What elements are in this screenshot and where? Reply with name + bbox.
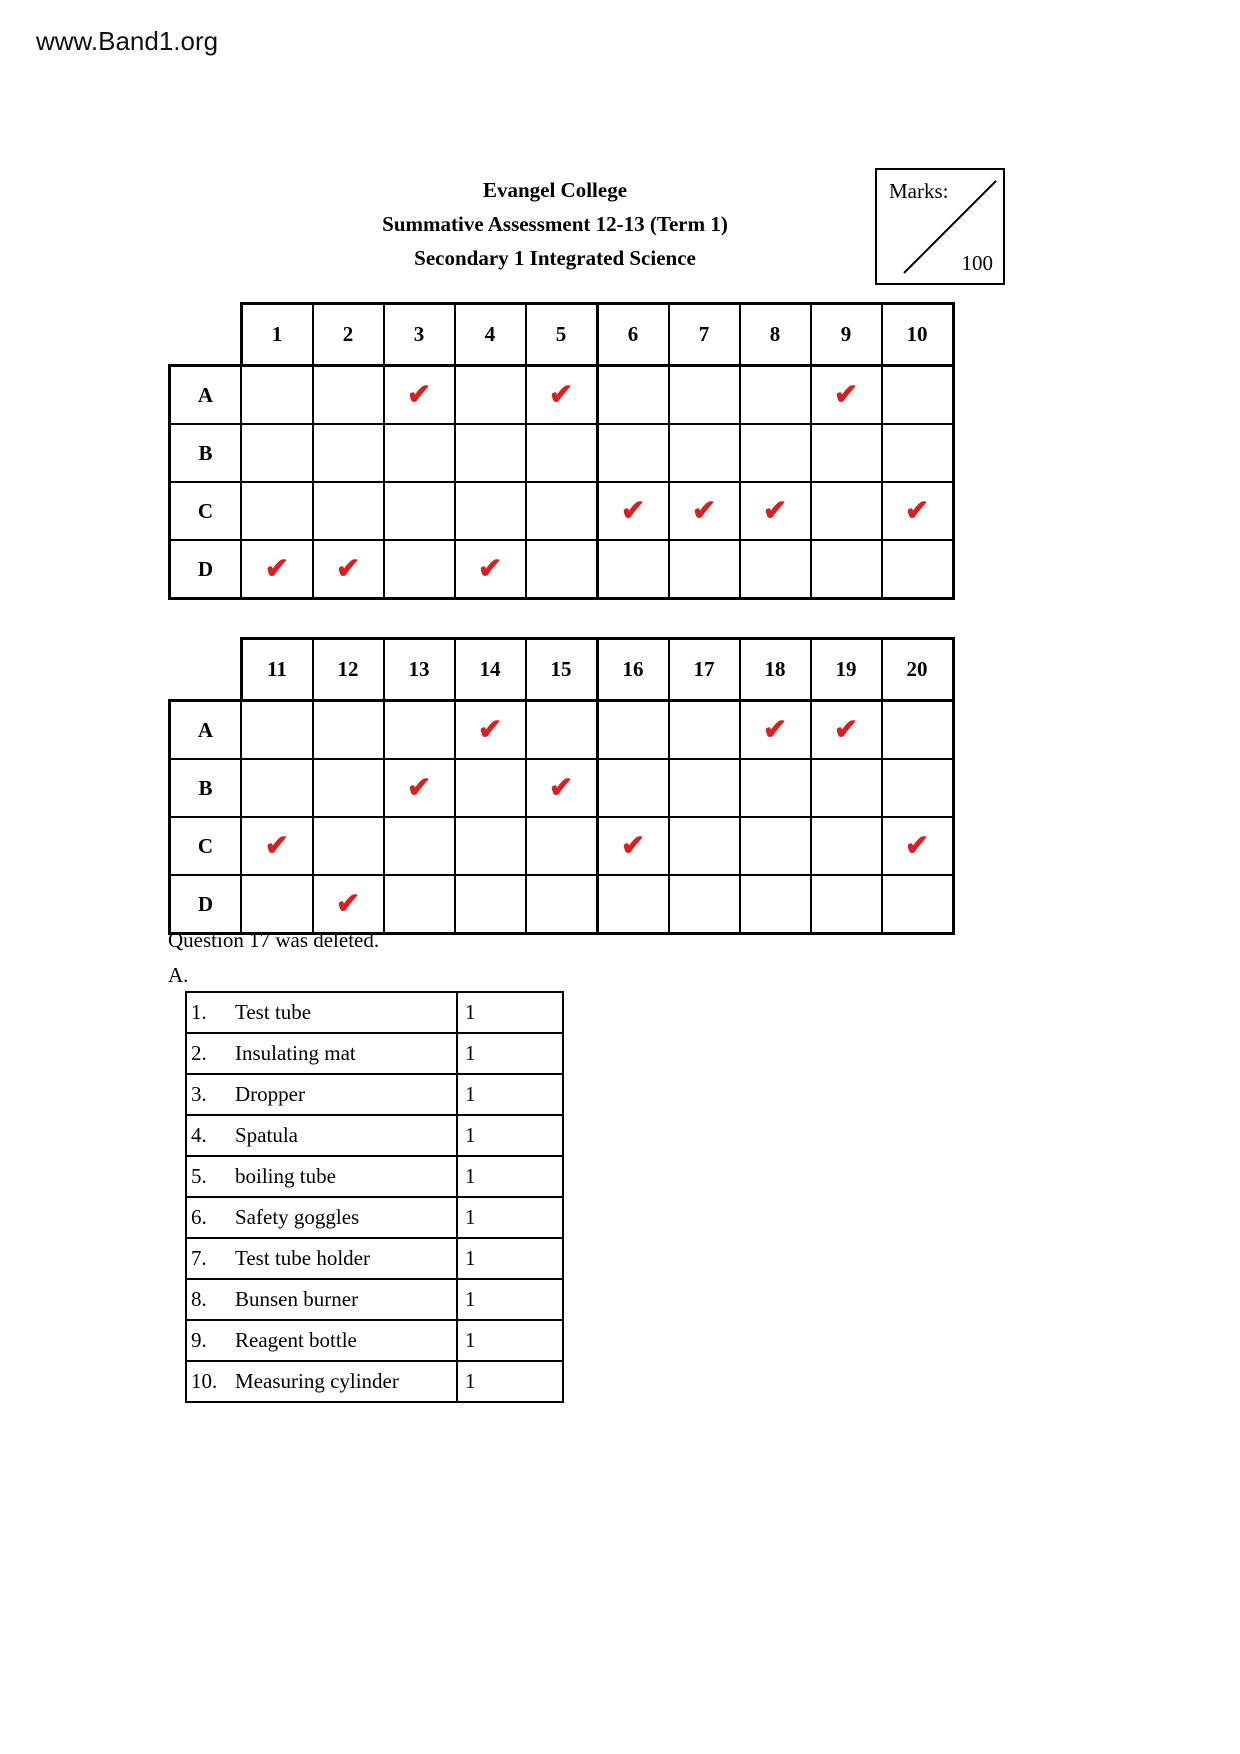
answer-check-icon: ✔ xyxy=(335,552,361,585)
answer-text-cell xyxy=(186,1279,457,1320)
grid-cell-B-17 xyxy=(669,759,740,817)
grid-cell-B-4 xyxy=(455,424,526,482)
grid-cell-A-19 xyxy=(811,701,882,760)
answer-text: Dropper xyxy=(235,1082,305,1106)
grid-cell-A-15 xyxy=(526,701,598,760)
grid-col-header-12: 12 xyxy=(313,639,384,701)
answer-mark-cell: 1 xyxy=(457,1033,563,1074)
answer-number: 2. xyxy=(191,1041,207,1065)
grid-row-header-B: B xyxy=(170,424,242,482)
answer-number: 7. xyxy=(191,1246,207,1270)
answer-grid-questions-1-10 xyxy=(168,302,955,600)
grid-row-header-C: C xyxy=(170,482,242,540)
grid-cell-D-2 xyxy=(313,540,384,599)
answer-text: Test tube holder xyxy=(235,1246,370,1270)
grid-cell-A-1 xyxy=(241,366,313,425)
answer-number: 10. xyxy=(191,1369,218,1393)
answer-row xyxy=(186,1361,563,1402)
assessment-title: Summative Assessment 12-13 (Term 1) xyxy=(382,212,728,236)
grid-cell-D-20 xyxy=(882,875,954,934)
grid-cell-D-6 xyxy=(597,540,669,599)
grid-cell-A-20 xyxy=(882,701,954,760)
answer-row xyxy=(186,1074,563,1115)
answer-number: 4. xyxy=(191,1123,207,1147)
answer-row xyxy=(186,1279,563,1320)
section-a-answers-table xyxy=(185,991,564,1403)
marks-total: 100 xyxy=(961,251,993,275)
answer-mark-cell: 1 xyxy=(457,1361,563,1402)
grid-cell-B-8 xyxy=(740,424,811,482)
grid-cell-D-7 xyxy=(669,540,740,599)
grid-cell-C-7 xyxy=(669,482,740,540)
subject-title: Secondary 1 Integrated Science xyxy=(414,246,696,270)
answer-check-icon: ✔ xyxy=(477,713,503,746)
answer-number: 1. xyxy=(191,1000,207,1024)
grid-cell-C-16 xyxy=(597,817,669,875)
grid-cell-A-16 xyxy=(597,701,669,760)
grid-col-header-15: 15 xyxy=(526,639,598,701)
grid-col-header-8: 8 xyxy=(740,304,811,366)
grid-cell-D-19 xyxy=(811,875,882,934)
grid-cell-C-15 xyxy=(526,817,598,875)
grid-corner-spacer xyxy=(170,639,242,701)
grid-cell-D-14 xyxy=(455,875,526,934)
grid-row-header-A: A xyxy=(170,701,242,760)
answer-grid-table xyxy=(168,302,955,600)
grid-cell-D-12 xyxy=(313,875,384,934)
grid-cell-C-3 xyxy=(384,482,455,540)
answer-check-icon: ✔ xyxy=(904,494,930,527)
grid-cell-B-11 xyxy=(241,759,313,817)
answer-mark-cell: 1 xyxy=(457,992,563,1033)
grid-cell-C-8 xyxy=(740,482,811,540)
grid-col-header-14: 14 xyxy=(455,639,526,701)
grid-cell-D-17 xyxy=(669,875,740,934)
grid-cell-D-15 xyxy=(526,875,598,934)
deleted-question-note: Question 17 was deleted. xyxy=(168,928,380,952)
grid-cell-C-1 xyxy=(241,482,313,540)
grid-cell-A-14 xyxy=(455,701,526,760)
grid-col-header-18: 18 xyxy=(740,639,811,701)
answer-check-icon: ✔ xyxy=(762,494,788,527)
grid-cell-B-19 xyxy=(811,759,882,817)
grid-col-header-20: 20 xyxy=(882,639,954,701)
grid-cell-C-4 xyxy=(455,482,526,540)
grid-cell-D-10 xyxy=(882,540,954,599)
grid-row-header-B: B xyxy=(170,759,242,817)
grid-cell-C-10 xyxy=(882,482,954,540)
answer-number: 9. xyxy=(191,1328,207,1352)
answer-number: 8. xyxy=(191,1287,207,1311)
answer-text: Insulating mat xyxy=(235,1041,356,1065)
answer-text: Measuring cylinder xyxy=(235,1369,399,1393)
answer-check-icon: ✔ xyxy=(264,552,289,585)
grid-cell-A-2 xyxy=(313,366,384,425)
answer-text-cell xyxy=(186,1115,457,1156)
school-name: Evangel College xyxy=(482,178,628,202)
grid-cell-A-9 xyxy=(811,366,882,425)
grid-cell-C-20 xyxy=(882,817,954,875)
grid-cell-D-5 xyxy=(526,540,598,599)
answer-row xyxy=(186,1033,563,1074)
grid-cell-C-18 xyxy=(740,817,811,875)
grid-cell-B-9 xyxy=(811,424,882,482)
grid-cell-D-9 xyxy=(811,540,882,599)
answer-check-icon: ✔ xyxy=(548,378,574,411)
grid-cell-D-11 xyxy=(241,875,313,934)
grid-cell-C-14 xyxy=(455,817,526,875)
grid-cell-D-3 xyxy=(384,540,455,599)
marks-label: Marks: xyxy=(889,179,949,203)
grid-cell-B-13 xyxy=(384,759,455,817)
grid-cell-A-3 xyxy=(384,366,455,425)
grid-cell-A-4 xyxy=(455,366,526,425)
grid-cell-D-1 xyxy=(241,540,313,599)
grid-cell-C-6 xyxy=(597,482,669,540)
grid-row-header-D: D xyxy=(170,875,242,934)
grid-cell-C-17 xyxy=(669,817,740,875)
grid-cell-B-3 xyxy=(384,424,455,482)
grid-cell-A-10 xyxy=(882,366,954,425)
grid-col-header-17: 17 xyxy=(669,639,740,701)
grid-cell-A-8 xyxy=(740,366,811,425)
answer-number: 3. xyxy=(191,1082,207,1106)
answer-grid-table xyxy=(168,637,955,935)
grid-cell-A-11 xyxy=(241,701,313,760)
answer-text: Reagent bottle xyxy=(235,1328,357,1352)
answer-mark-cell: 1 xyxy=(457,1238,563,1279)
grid-cell-A-6 xyxy=(597,366,669,425)
answer-check-icon: ✔ xyxy=(335,887,361,920)
grid-cell-B-7 xyxy=(669,424,740,482)
answer-row xyxy=(186,1156,563,1197)
grid-cell-C-11 xyxy=(241,817,313,875)
answer-text: Bunsen burner xyxy=(235,1287,359,1311)
answer-text-cell xyxy=(186,1033,457,1074)
grid-cell-D-8 xyxy=(740,540,811,599)
answer-row xyxy=(186,1320,563,1361)
grid-cell-B-5 xyxy=(526,424,598,482)
answer-mark-cell: 1 xyxy=(457,1197,563,1238)
grid-cell-A-17 xyxy=(669,701,740,760)
section-a-label: A. xyxy=(168,963,189,987)
answer-check-icon: ✔ xyxy=(620,829,646,862)
answer-check-icon: ✔ xyxy=(904,829,930,862)
grid-row-header-D: D xyxy=(170,540,242,599)
grid-col-header-19: 19 xyxy=(811,639,882,701)
answer-row xyxy=(186,1238,563,1279)
grid-cell-B-2 xyxy=(313,424,384,482)
answer-text-cell xyxy=(186,1074,457,1115)
grid-cell-D-16 xyxy=(597,875,669,934)
grid-cell-B-10 xyxy=(882,424,954,482)
grid-cell-C-12 xyxy=(313,817,384,875)
grid-cell-A-13 xyxy=(384,701,455,760)
answer-mark-cell: 1 xyxy=(457,1115,563,1156)
marks-box xyxy=(875,168,1005,285)
answer-text: Safety goggles xyxy=(235,1205,360,1229)
grid-cell-D-18 xyxy=(740,875,811,934)
answer-text-cell xyxy=(186,1238,457,1279)
answer-text-cell xyxy=(186,992,457,1033)
grid-cell-B-15 xyxy=(526,759,598,817)
answer-check-icon: ✔ xyxy=(620,494,646,527)
answer-check-icon: ✔ xyxy=(406,771,432,804)
grid-corner-spacer xyxy=(170,304,242,366)
answer-check-icon: ✔ xyxy=(477,552,503,585)
grid-col-header-13: 13 xyxy=(384,639,455,701)
grid-col-header-5: 5 xyxy=(526,304,598,366)
grid-cell-D-13 xyxy=(384,875,455,934)
answer-row xyxy=(186,1115,563,1156)
answer-row xyxy=(186,1197,563,1238)
grid-cell-C-5 xyxy=(526,482,598,540)
grid-cell-C-13 xyxy=(384,817,455,875)
grid-col-header-10: 10 xyxy=(882,304,954,366)
answer-check-icon: ✔ xyxy=(406,378,432,411)
watermark-text: www.Band1.org xyxy=(36,26,219,56)
answer-mark-cell: 1 xyxy=(457,1156,563,1197)
grid-cell-A-5 xyxy=(526,366,598,425)
answer-text-cell xyxy=(186,1197,457,1238)
grid-cell-D-4 xyxy=(455,540,526,599)
answer-text: Spatula xyxy=(235,1123,298,1147)
grid-cell-B-6 xyxy=(597,424,669,482)
grid-row-header-C: C xyxy=(170,817,242,875)
grid-cell-A-7 xyxy=(669,366,740,425)
grid-col-header-2: 2 xyxy=(313,304,384,366)
answer-check-icon: ✔ xyxy=(548,771,574,804)
answer-text: Test tube xyxy=(235,1000,312,1024)
grid-cell-B-16 xyxy=(597,759,669,817)
grid-cell-A-12 xyxy=(313,701,384,760)
answer-text-cell xyxy=(186,1361,457,1402)
grid-col-header-11: 11 xyxy=(241,639,313,701)
grid-col-header-4: 4 xyxy=(455,304,526,366)
grid-col-header-6: 6 xyxy=(597,304,669,366)
grid-cell-B-18 xyxy=(740,759,811,817)
grid-cell-C-2 xyxy=(313,482,384,540)
answer-number: 6. xyxy=(191,1205,207,1229)
grid-col-header-16: 16 xyxy=(597,639,669,701)
answer-mark-cell: 1 xyxy=(457,1074,563,1115)
answer-check-icon: ✔ xyxy=(833,713,859,746)
answer-check-icon: ✔ xyxy=(762,713,788,746)
answer-check-icon: ✔ xyxy=(691,494,717,527)
grid-cell-B-14 xyxy=(455,759,526,817)
grid-col-header-7: 7 xyxy=(669,304,740,366)
grid-cell-B-12 xyxy=(313,759,384,817)
grid-col-header-9: 9 xyxy=(811,304,882,366)
answer-mark-cell: 1 xyxy=(457,1279,563,1320)
answer-grid-questions-11-20 xyxy=(168,637,955,935)
grid-cell-C-19 xyxy=(811,817,882,875)
grid-cell-B-20 xyxy=(882,759,954,817)
answer-check-icon: ✔ xyxy=(833,378,859,411)
grid-cell-C-9 xyxy=(811,482,882,540)
grid-cell-A-18 xyxy=(740,701,811,760)
answer-text: boiling tube xyxy=(235,1164,336,1188)
grid-col-header-1: 1 xyxy=(241,304,313,366)
answer-check-icon: ✔ xyxy=(264,829,289,862)
grid-col-header-3: 3 xyxy=(384,304,455,366)
grid-cell-B-1 xyxy=(241,424,313,482)
answer-mark-cell: 1 xyxy=(457,1320,563,1361)
grid-row-header-A: A xyxy=(170,366,242,425)
answer-number: 5. xyxy=(191,1164,207,1188)
answer-text-cell xyxy=(186,1320,457,1361)
answer-row xyxy=(186,992,563,1033)
answer-text-cell xyxy=(186,1156,457,1197)
